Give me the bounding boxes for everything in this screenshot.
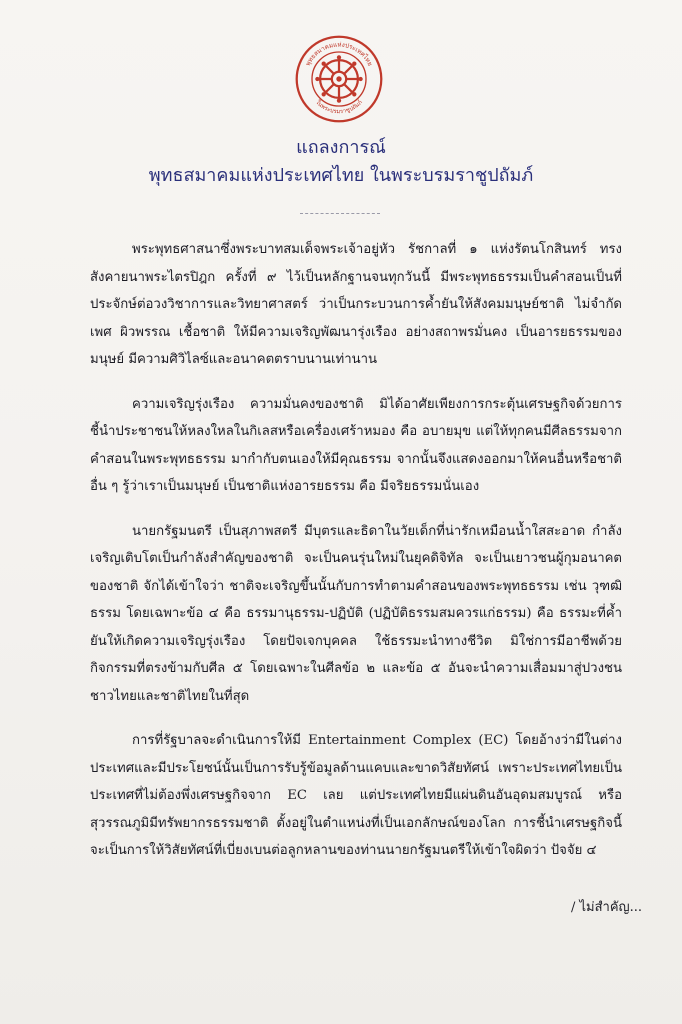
seal-top-text: พุทธสมาคมแห่งประเทศไทย (304, 41, 374, 68)
paragraph-4: การที่รัฐบาลจะดำเนินการให้มี Entertainment Complex (EC) โดยอ้างว่ามีในต่างประเทศและมีประโยชน์นั้นเป็นการรับรู้ข้อมูลด้านแคบและขาดวิสัยทัศน์ เพราะประเทศไทยเป็นประเทศที่ไม่ต้องพึ่งเศรษฐกิจจาก EC เลย แต่ประเทศไทยมีแผ่นดินอันอุดมสมบูรณ์ หรือสุวรรณภูมิมีทรัพยากรธรรมชาติ ตั้งอยู่ในตำแหน่งที่เป็นเอกลักษณ์ของโลก การชี้นำเศรษฐกิจนี้จะเป็นการให้วิสัยทัศน์ที่เบี่ยงเบนต่อลูกหลานของท่านนายกรัฐมนตรีให้เข้าใจผิดว่า ปัจจัย ๔ (90, 733, 622, 858)
title-divider (300, 213, 380, 216)
paragraph-1: พระพุทธศาสนาซึ่งพระบาทสมเด็จพระเจ้าอยู่หัว รัชกาลที่ ๑ แห่งรัตนโกสินทร์ ทรงสังคายนาพระไตรปิฎก ครั้งที่ ๙ ไว้เป็นหลักฐานจนทุกวันนี้ มีพระพุทธธรรมเป็นคำสอนเป็นที่ประจักษ์ต่อวงวิชาการและวิทยาศาสตร์ ว่าเป็นกระบวนการค้ำยันให้สังคมมนุษย์ชาติ ไม่จำกัด เพศ ผิวพรรณ เชื้อชาติ ให้มีความเจริญพัฒนารุ่งเรือง อย่างสถาพรมั่นคง เป็นอารยธรรมของมนุษย์ มีความศิวิไลซ์และอนาคตตราบนานเท่านาน (90, 242, 622, 367)
continuation-note: / ไม่สำคัญ... (570, 900, 642, 915)
paragraph-3: นายกรัฐมนตรี เป็นสุภาพสตรี มีบุตรและธิดาในวัยเด็กที่น่ารักเหมือนน้ำใสสะอาด กำลังเจริญเติบโตเป็นกำลังสำคัญของชาติ จะเป็นคนรุ่นใหม่ในยุคดิจิทัล จะเป็นเยาวชนผู้กุมอนาคตของชาติ จักได้เข้าใจว่า ชาติจะเจริญขึ้นนั้นกับการทำตามคำสอนของพระพุทธธรรม เช่น วุฑฒิธรรม โดยเฉพาะข้อ ๔ คือ ธรรมานุธรรม-ปฏิบัติ (ปฏิบัติธรรมสมควรแก่ธรรม) คือ ธรรมะที่ค้ำยันให้เกิดความเจริญรุ่งเรือง โดยปัจเจกบุคคล ใช้ธรรมะนำทางชีวิต มิใช่การมีอาชีพด้วยกิจกรรมที่ตรงข้ามกับศีล ๕ โดยเฉพาะในศีลข้อ ๒ และข้อ ๕ อันจะนำความเสื่อมมาสู่ปวงชนชาวไทยและชาติไทยในที่สุด (90, 523, 622, 704)
seal-bottom-text: ในพระบรมราชูปถัมภ์ (314, 99, 364, 116)
document-subtitle: พุทธสมาคมแห่งประเทศไทย ในพระบรมราชูปถัมภ์ (148, 165, 534, 186)
buddhist-association-seal-icon (294, 34, 384, 124)
statement-body (90, 236, 622, 882)
document-title: แถลงการณ์ (296, 137, 386, 158)
paragraph-2: ความเจริญรุ่งเรือง ความมั่นคงของชาติ มิได้อาศัยเพียงการกระตุ้นเศรษฐกิจด้วยการชี้นำประชาชนให้หลงใหลในกิเลสหรือเครื่องเศร้าหมอง คือ อบายมุข แต่ให้ทุกคนมีศีลธรรมจากคำสอนในพระพุทธธรรม มากำกับตนเองให้มีคุณธรรม จากนั้นจึงแสดงออกมาให้คนอื่นหรือชาติอื่น ๆ รู้ว่าเราเป็นมนุษย์ เป็นชาติแห่งอารยธรรม คือ มีจริยธรรมนั่นเอง (90, 396, 622, 494)
